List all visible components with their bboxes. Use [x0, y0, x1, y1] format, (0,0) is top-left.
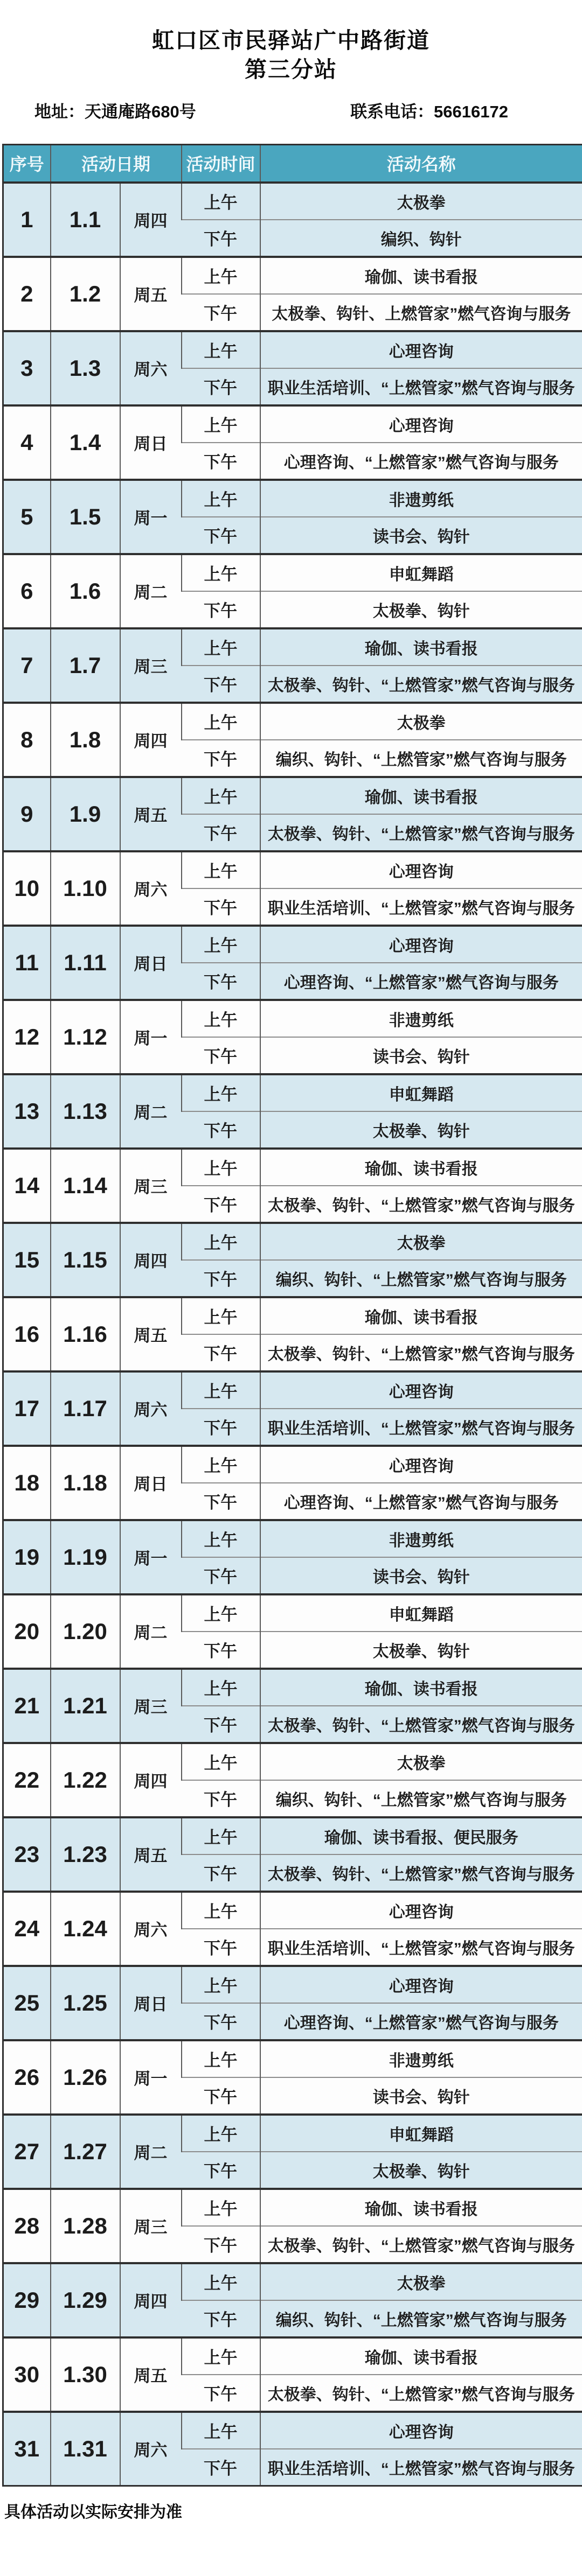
activity-date: 1.1 — [51, 183, 120, 257]
schedule-row-group — [3, 480, 582, 554]
schedule-row-group — [3, 554, 582, 628]
row-index: 27 — [14, 2138, 40, 2164]
phone-label: 联系电话：56616172 — [350, 102, 508, 121]
activity-weekday: 周一 — [120, 480, 182, 554]
column-header-date: 活动日期 — [51, 145, 182, 183]
activity-name-am: 太极拳 — [260, 1223, 582, 1260]
activity-date: 1.11 — [51, 926, 120, 1000]
activity-weekday: 周四 — [120, 2263, 182, 2337]
am-row — [3, 1966, 582, 2003]
time-slot-am: 上午 — [182, 1149, 260, 1186]
activity-name-pm: 太极拳、钩针、“上燃管家”燃气咨询与服务 — [260, 2375, 582, 2412]
activity-name-am: 心理咨询 — [260, 2412, 582, 2449]
activity-name-pm: 太极拳、钩针、“上燃管家”燃气咨询与服务 — [260, 814, 582, 851]
activity-name-pm: 太极拳、钩针、“上燃管家”燃气咨询与服务 — [260, 1854, 582, 1892]
activity-date: 1.7 — [51, 628, 120, 703]
time-slot-pm: 下午 — [182, 1706, 260, 1743]
activity-weekday: 周六 — [120, 851, 182, 926]
time-slot-am: 上午 — [182, 405, 260, 443]
activity-date: 1.15 — [51, 1223, 120, 1297]
activity-weekday: 周四 — [120, 703, 182, 777]
activity-date: 1.27 — [51, 2115, 120, 2189]
schedule-row-group — [3, 2263, 582, 2337]
time-slot-pm: 下午 — [182, 517, 260, 554]
schedule-row-group — [3, 1743, 582, 1817]
schedule-row-group — [3, 703, 582, 777]
row-index: 13 — [14, 1098, 40, 1124]
row-index: 25 — [14, 1990, 40, 2015]
am-row — [3, 480, 582, 517]
row-index: 8 — [20, 726, 33, 752]
row-index: 3 — [20, 355, 33, 381]
activity-name-pm: 读书会、钩针 — [260, 2077, 582, 2115]
activity-date: 1.21 — [51, 1669, 120, 1743]
activity-weekday: 周四 — [120, 1223, 182, 1297]
activity-name-pm: 编织、钩针、“上燃管家”燃气咨询与服务 — [260, 2300, 582, 2337]
schedule-row-group — [3, 926, 582, 1000]
am-row — [3, 851, 582, 888]
activity-name-pm: 职业生活培训、“上燃管家”燃气咨询与服务 — [260, 1409, 582, 1446]
activity-name-am: 太极拳 — [260, 1743, 582, 1780]
time-slot-am: 上午 — [182, 1223, 260, 1260]
time-slot-pm: 下午 — [182, 443, 260, 480]
time-slot-pm: 下午 — [182, 1186, 260, 1223]
activity-name-am: 瑜伽、读书看报 — [260, 2337, 582, 2375]
activity-name-am: 心理咨询 — [260, 851, 582, 888]
time-slot-pm: 下午 — [182, 2152, 260, 2189]
activity-date: 1.14 — [51, 1149, 120, 1223]
activity-name-pm: 编织、钩针、“上燃管家”燃气咨询与服务 — [260, 740, 582, 777]
activity-name-pm: 职业生活培训、“上燃管家”燃气咨询与服务 — [260, 2449, 582, 2486]
time-slot-am: 上午 — [182, 851, 260, 888]
schedule-row-group — [3, 331, 582, 405]
time-slot-pm: 下午 — [182, 740, 260, 777]
schedule-row-group — [3, 183, 582, 257]
activity-date: 1.23 — [51, 1817, 120, 1892]
page-title-line1: 虹口区市民驿站广中路街道 — [152, 28, 430, 53]
activity-name-pm: 太极拳、钩针 — [260, 2152, 582, 2189]
activity-name-am: 瑜伽、读书看报 — [260, 628, 582, 666]
table-header-row — [3, 145, 582, 183]
am-row — [3, 1446, 582, 1483]
activity-name-am: 瑜伽、读书看报 — [260, 1669, 582, 1706]
time-slot-pm: 下午 — [182, 1409, 260, 1446]
activity-weekday: 周四 — [120, 183, 182, 257]
am-row — [3, 1297, 582, 1334]
am-row — [3, 1817, 582, 1854]
activity-name-pm: 太极拳、钩针、“上燃管家”燃气咨询与服务 — [260, 1706, 582, 1743]
am-row — [3, 1669, 582, 1706]
activity-date: 1.13 — [51, 1074, 120, 1149]
activity-name-pm: 太极拳、钩针 — [260, 1111, 582, 1149]
schedule-row-group — [3, 1297, 582, 1371]
schedule-row-group — [3, 257, 582, 331]
activity-name-pm: 太极拳、钩针、上燃管家”燃气咨询与服务 — [260, 294, 582, 331]
row-index: 22 — [14, 1767, 40, 1793]
activity-name-am: 申虹舞蹈 — [260, 554, 582, 591]
activity-name-pm: 心理咨询、“上燃管家”燃气咨询与服务 — [260, 443, 582, 480]
am-row — [3, 777, 582, 814]
activity-weekday: 周三 — [120, 2189, 182, 2263]
activity-weekday: 周二 — [120, 1594, 182, 1669]
time-slot-am: 上午 — [182, 554, 260, 591]
row-index: 26 — [14, 2064, 40, 2090]
activity-name-pm: 太极拳、钩针 — [260, 591, 582, 628]
activity-weekday: 周五 — [120, 777, 182, 851]
row-index: 6 — [20, 578, 33, 604]
am-row — [3, 1223, 582, 1260]
activity-name-pm: 太极拳、钩针、“上燃管家”燃气咨询与服务 — [260, 666, 582, 703]
activity-name-am: 非遗剪纸 — [260, 1520, 582, 1557]
row-index: 31 — [14, 2435, 40, 2461]
activity-weekday: 周日 — [120, 1966, 182, 2040]
am-row — [3, 1594, 582, 1632]
activity-date: 1.20 — [51, 1594, 120, 1669]
am-row — [3, 2412, 582, 2449]
row-index: 15 — [14, 1247, 40, 1272]
activity-date: 1.30 — [51, 2337, 120, 2412]
column-header-index: 序号 — [3, 145, 51, 183]
am-row — [3, 1892, 582, 1929]
activity-weekday: 周日 — [120, 405, 182, 480]
time-slot-pm: 下午 — [182, 1111, 260, 1149]
time-slot-am: 上午 — [182, 2189, 260, 2226]
time-slot-pm: 下午 — [182, 1334, 260, 1371]
row-index: 28 — [14, 2213, 40, 2238]
activity-date: 1.10 — [51, 851, 120, 926]
time-slot-am: 上午 — [182, 2115, 260, 2152]
time-slot-am: 上午 — [182, 703, 260, 740]
activity-date: 1.4 — [51, 405, 120, 480]
row-index: 7 — [20, 652, 33, 678]
activity-name-am: 心理咨询 — [260, 1446, 582, 1483]
activity-date: 1.12 — [51, 1000, 120, 1074]
time-slot-am: 上午 — [182, 1371, 260, 1409]
activity-name-pm: 职业生活培训、“上燃管家”燃气咨询与服务 — [260, 368, 582, 405]
activity-weekday: 周一 — [120, 1000, 182, 1074]
schedule-row-group — [3, 2115, 582, 2189]
schedule-row-group — [3, 1966, 582, 2040]
time-slot-am: 上午 — [182, 183, 260, 220]
time-slot-pm: 下午 — [182, 2375, 260, 2412]
activity-date: 1.25 — [51, 1966, 120, 2040]
footer-note: 具体活动以实际安排为准 — [4, 2503, 182, 2521]
activity-weekday: 周六 — [120, 2412, 182, 2486]
time-slot-pm: 下午 — [182, 1037, 260, 1074]
activity-date: 1.8 — [51, 703, 120, 777]
row-index: 20 — [14, 1618, 40, 1644]
activity-name-am: 心理咨询 — [260, 331, 582, 368]
activity-name-pm: 太极拳、钩针、“上燃管家”燃气咨询与服务 — [260, 2226, 582, 2263]
activity-weekday: 周日 — [120, 926, 182, 1000]
activity-name-pm: 读书会、钩针 — [260, 517, 582, 554]
time-slot-am: 上午 — [182, 1446, 260, 1483]
time-slot-am: 上午 — [182, 1074, 260, 1111]
activity-date: 1.9 — [51, 777, 120, 851]
am-row — [3, 1149, 582, 1186]
activity-name-pm: 编织、钩针、“上燃管家”燃气咨询与服务 — [260, 1780, 582, 1817]
am-row — [3, 257, 582, 294]
am-row — [3, 1520, 582, 1557]
activity-name-am: 瑜伽、读书看报 — [260, 1297, 582, 1334]
activity-weekday: 周四 — [120, 1743, 182, 1817]
am-row — [3, 1074, 582, 1111]
schedule-row-group — [3, 405, 582, 480]
am-row — [3, 703, 582, 740]
activity-weekday: 周三 — [120, 1149, 182, 1223]
time-slot-am: 上午 — [182, 480, 260, 517]
schedule-row-group — [3, 2040, 582, 2115]
row-index: 24 — [14, 1915, 40, 1941]
schedule-row-group — [3, 1446, 582, 1520]
activity-date: 1.16 — [51, 1297, 120, 1371]
activity-weekday: 周三 — [120, 1669, 182, 1743]
activity-date: 1.5 — [51, 480, 120, 554]
activity-name-am: 瑜伽、读书看报 — [260, 777, 582, 814]
activity-name-pm: 编织、钩针、“上燃管家”燃气咨询与服务 — [260, 1260, 582, 1297]
row-index: 4 — [20, 429, 33, 455]
schedule-row-group — [3, 1892, 582, 1966]
time-slot-pm: 下午 — [182, 888, 260, 926]
schedule-row-group — [3, 1817, 582, 1892]
time-slot-am: 上午 — [182, 2412, 260, 2449]
activity-weekday: 周五 — [120, 1817, 182, 1892]
activity-weekday: 周二 — [120, 2115, 182, 2189]
activity-name-pm: 职业生活培训、“上燃管家”燃气咨询与服务 — [260, 1929, 582, 1966]
schedule-row-group — [3, 1149, 582, 1223]
am-row — [3, 2337, 582, 2375]
activity-weekday: 周六 — [120, 1892, 182, 1966]
activity-name-am: 申虹舞蹈 — [260, 2115, 582, 2152]
activity-date: 1.22 — [51, 1743, 120, 1817]
am-row — [3, 2040, 582, 2077]
activity-weekday: 周六 — [120, 1371, 182, 1446]
time-slot-am: 上午 — [182, 2263, 260, 2300]
time-slot-am: 上午 — [182, 257, 260, 294]
time-slot-pm: 下午 — [182, 1632, 260, 1669]
time-slot-am: 上午 — [182, 1594, 260, 1632]
activity-name-pm: 太极拳、钩针、“上燃管家”燃气咨询与服务 — [260, 1334, 582, 1371]
activity-name-am: 瑜伽、读书看报 — [260, 2189, 582, 2226]
schedule-row-group — [3, 1223, 582, 1297]
time-slot-pm: 下午 — [182, 1483, 260, 1520]
activity-name-am: 太极拳 — [260, 703, 582, 740]
time-slot-pm: 下午 — [182, 963, 260, 1000]
schedule-row-group — [3, 628, 582, 703]
activity-name-am: 瑜伽、读书看报、便民服务 — [260, 1817, 582, 1854]
schedule-row-group — [3, 1000, 582, 1074]
row-index: 16 — [14, 1321, 40, 1347]
activity-date: 1.19 — [51, 1520, 120, 1594]
time-slot-pm: 下午 — [182, 2226, 260, 2263]
row-index: 9 — [20, 801, 33, 827]
activity-name-am: 心理咨询 — [260, 1371, 582, 1409]
time-slot-am: 上午 — [182, 1000, 260, 1037]
time-slot-pm: 下午 — [182, 1557, 260, 1594]
schedule-row-group — [3, 2412, 582, 2486]
row-index: 21 — [14, 1692, 40, 1718]
time-slot-am: 上午 — [182, 1520, 260, 1557]
activity-date: 1.3 — [51, 331, 120, 405]
am-row — [3, 405, 582, 443]
activity-date: 1.31 — [51, 2412, 120, 2486]
time-slot-pm: 下午 — [182, 220, 260, 257]
row-index: 19 — [14, 1544, 40, 1570]
am-row — [3, 183, 582, 220]
time-slot-pm: 下午 — [182, 2300, 260, 2337]
activity-name-pm: 太极拳、钩针 — [260, 1632, 582, 1669]
time-slot-pm: 下午 — [182, 368, 260, 405]
time-slot-pm: 下午 — [182, 2003, 260, 2040]
activity-date: 1.26 — [51, 2040, 120, 2115]
time-slot-am: 上午 — [182, 1297, 260, 1334]
activity-name-pm: 职业生活培训、“上燃管家”燃气咨询与服务 — [260, 888, 582, 926]
activity-date: 1.29 — [51, 2263, 120, 2337]
activity-weekday: 周五 — [120, 2337, 182, 2412]
activity-name-pm: 编织、钩针 — [260, 220, 582, 257]
am-row — [3, 554, 582, 591]
row-index: 11 — [15, 949, 39, 975]
row-index: 23 — [14, 1841, 40, 1867]
activity-name-pm: 太极拳、钩针、“上燃管家”燃气咨询与服务 — [260, 1186, 582, 1223]
time-slot-am: 上午 — [182, 777, 260, 814]
activity-name-pm: 读书会、钩针 — [260, 1557, 582, 1594]
time-slot-pm: 下午 — [182, 1929, 260, 1966]
time-slot-pm: 下午 — [182, 666, 260, 703]
activity-name-am: 太极拳 — [260, 183, 582, 220]
schedule-row-group — [3, 1594, 582, 1669]
time-slot-am: 上午 — [182, 2337, 260, 2375]
time-slot-pm: 下午 — [182, 294, 260, 331]
activity-name-am: 心理咨询 — [260, 1966, 582, 2003]
activity-name-am: 申虹舞蹈 — [260, 1594, 582, 1632]
row-index: 12 — [14, 1024, 40, 1049]
activity-weekday: 周一 — [120, 2040, 182, 2115]
schedule-row-group — [3, 1669, 582, 1743]
activity-weekday: 周二 — [120, 554, 182, 628]
contact-info-row — [0, 98, 582, 122]
row-index: 18 — [14, 1469, 40, 1495]
time-slot-am: 上午 — [182, 331, 260, 368]
column-header-time: 活动时间 — [182, 145, 260, 183]
activity-weekday: 周二 — [120, 1074, 182, 1149]
time-slot-am: 上午 — [182, 628, 260, 666]
time-slot-am: 上午 — [182, 1892, 260, 1929]
schedule-row-group — [3, 2337, 582, 2412]
am-row — [3, 628, 582, 666]
activity-name-am: 非遗剪纸 — [260, 2040, 582, 2077]
time-slot-am: 上午 — [182, 926, 260, 963]
am-row — [3, 2189, 582, 2226]
time-slot-am: 上午 — [182, 1669, 260, 1706]
activity-weekday: 周六 — [120, 331, 182, 405]
activity-name-am: 瑜伽、读书看报 — [260, 257, 582, 294]
am-row — [3, 2115, 582, 2152]
activity-weekday: 周一 — [120, 1520, 182, 1594]
row-index: 14 — [14, 1172, 40, 1198]
schedule-row-group — [3, 777, 582, 851]
activity-name-pm: 心理咨询、“上燃管家”燃气咨询与服务 — [260, 1483, 582, 1520]
time-slot-pm: 下午 — [182, 1260, 260, 1297]
activity-weekday: 周日 — [120, 1446, 182, 1520]
time-slot-pm: 下午 — [182, 814, 260, 851]
schedule-row-group — [3, 851, 582, 926]
row-index: 17 — [14, 1395, 40, 1421]
activity-date: 1.28 — [51, 2189, 120, 2263]
row-index: 29 — [14, 2287, 40, 2313]
address-label: 地址：天通庵路680号 — [34, 102, 196, 121]
am-row — [3, 1000, 582, 1037]
time-slot-pm: 下午 — [182, 1854, 260, 1892]
activity-weekday: 周五 — [120, 1297, 182, 1371]
row-index: 2 — [20, 281, 33, 306]
time-slot-pm: 下午 — [182, 591, 260, 628]
activity-date: 1.17 — [51, 1371, 120, 1446]
activity-schedule-table — [2, 144, 582, 2487]
row-index: 10 — [14, 875, 40, 901]
row-index: 5 — [20, 503, 33, 529]
schedule-row-group — [3, 1520, 582, 1594]
activity-name-am: 申虹舞蹈 — [260, 1074, 582, 1111]
page-title-line2: 第三分站 — [245, 57, 337, 82]
activity-name-am: 瑜伽、读书看报 — [260, 1149, 582, 1186]
activity-name-am: 非遗剪纸 — [260, 1000, 582, 1037]
time-slot-am: 上午 — [182, 1966, 260, 2003]
activity-name-am: 太极拳 — [260, 2263, 582, 2300]
activity-name-pm: 心理咨询、“上燃管家”燃气咨询与服务 — [260, 963, 582, 1000]
activity-name-am: 心理咨询 — [260, 926, 582, 963]
time-slot-am: 上午 — [182, 1817, 260, 1854]
activity-name-am: 非遗剪纸 — [260, 480, 582, 517]
page-header — [0, 0, 582, 84]
activity-date: 1.18 — [51, 1446, 120, 1520]
am-row — [3, 1371, 582, 1409]
activity-name-am: 心理咨询 — [260, 1892, 582, 1929]
activity-name-pm: 读书会、钩针 — [260, 1037, 582, 1074]
schedule-row-group — [3, 2189, 582, 2263]
time-slot-am: 上午 — [182, 2040, 260, 2077]
time-slot-pm: 下午 — [182, 2449, 260, 2486]
am-row — [3, 926, 582, 963]
activity-date: 1.24 — [51, 1892, 120, 1966]
am-row — [3, 2263, 582, 2300]
activity-date: 1.6 — [51, 554, 120, 628]
activity-weekday: 周五 — [120, 257, 182, 331]
time-slot-am: 上午 — [182, 1743, 260, 1780]
row-index: 1 — [20, 206, 33, 232]
activity-weekday: 周三 — [120, 628, 182, 703]
schedule-row-group — [3, 1074, 582, 1149]
schedule-row-group — [3, 1371, 582, 1446]
activity-name-pm: 心理咨询、“上燃管家”燃气咨询与服务 — [260, 2003, 582, 2040]
activity-name-am: 心理咨询 — [260, 405, 582, 443]
row-index: 30 — [14, 2361, 40, 2387]
activity-date: 1.2 — [51, 257, 120, 331]
column-header-name: 活动名称 — [260, 145, 582, 183]
am-row — [3, 331, 582, 368]
time-slot-pm: 下午 — [182, 2077, 260, 2115]
time-slot-pm: 下午 — [182, 1780, 260, 1817]
am-row — [3, 1743, 582, 1780]
